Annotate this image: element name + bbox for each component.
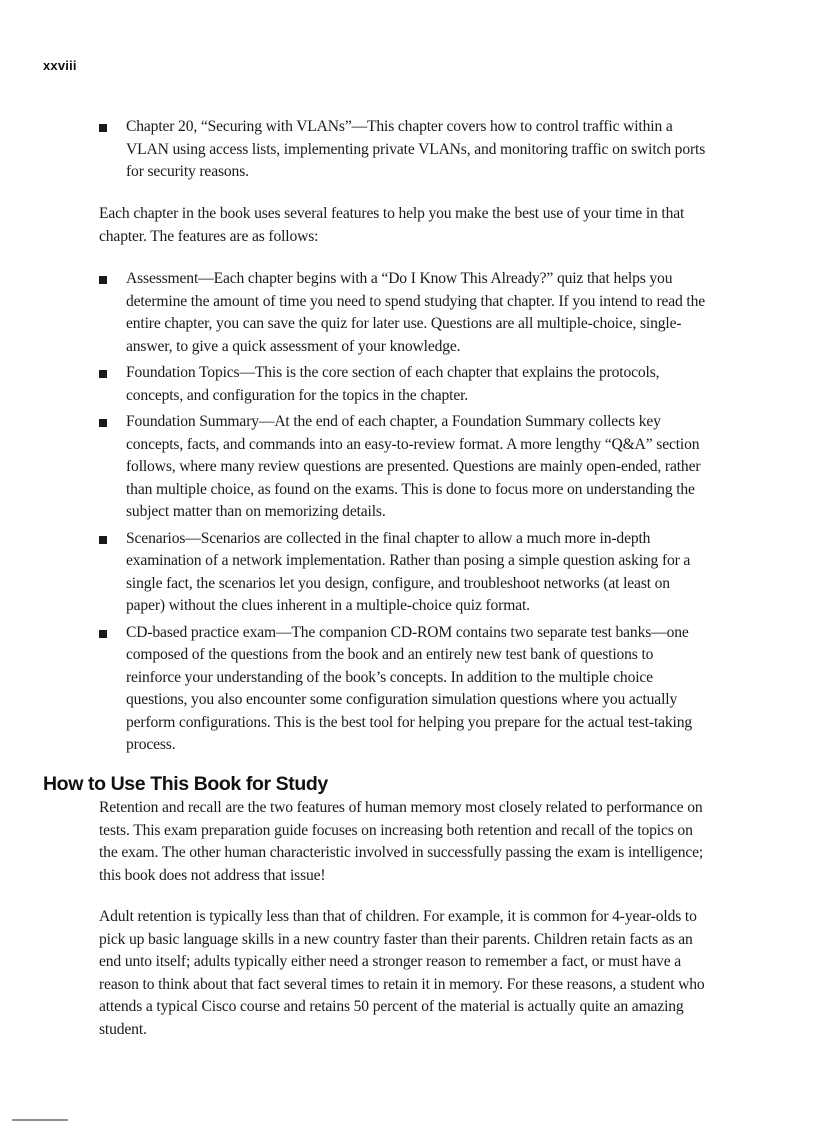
features-list <box>99 268 711 761</box>
list-item-text: CD-based practice exam—The companion CD-ROM contains two separate test banks—one composed of the questions from the book and an entirely new test bank of questions to reinforce your understanding of the book’s concepts. In addition to the multiple choice questions, you also encounter some configuration simulation questions where you actually perform configurations. This is the best tool for helping you prepare for the actual test-taking process. <box>126 623 693 753</box>
chapter-list <box>99 116 711 188</box>
square-bullet-icon <box>99 630 107 638</box>
study-paragraph-adult-retention: Adult retention is typically less than that of children. For example, it is common for 4-year-olds to pick up basic language skills in a new country faster than their parents. Children retain facts as an end unto itself; adults typically either need a stronger reason to remember a fact, or must have a reason to think about that fact several times to retain it in memory. For these reasons, a student who attends a typical Cisco course and retains 50 percent of the material is actually quite an amazing student. <box>99 908 705 1038</box>
footer-rule <box>12 1119 68 1121</box>
page-number: xxviii <box>43 58 77 73</box>
study-paragraph-retention: Retention and recall are the two features of human memory most closely related to performance on tests. This exam preparation guide focuses on increasing both retention and recall of the topics on the exam. The other human characteristic involved in successfully passing the exam is intelligence; this book does not address that issue! <box>99 799 704 884</box>
list-item-text: Foundation Summary—At the end of each chapter, a Foundation Summary collects key concepts, facts, and commands into an easy-to-review format. A more lengthy “Q&A” section follows, where many review questions are presented. Questions are mainly open-ended, rather than multiple choice, as found on the exams. This is done to focus more on understanding the subject matter than on memorizing details. <box>126 413 701 520</box>
list-item-text: Foundation Topics—This is the core section of each chapter that explains the protocols, concepts, and configuration for the topics in the chapter. <box>126 364 660 404</box>
square-bullet-icon <box>99 276 107 284</box>
square-bullet-icon <box>99 124 107 132</box>
list-item-text: Chapter 20, “Securing with VLANs”—This chapter covers how to control traffic within a VLAN using access lists, implementing private VLANs, and monitoring traffic on switch ports for security reasons. <box>126 118 706 180</box>
list-item-assessment <box>99 268 711 358</box>
square-bullet-icon <box>99 419 107 427</box>
list-item-foundation-topics <box>99 362 711 407</box>
square-bullet-icon <box>99 536 107 544</box>
list-item <box>99 116 711 184</box>
list-item-scenarios <box>99 528 711 618</box>
features-intro-paragraph: Each chapter in the book uses several features to help you make the best use of your time in that chapter. The features are as follows: <box>99 205 685 245</box>
square-bullet-icon <box>99 370 107 378</box>
list-item-foundation-summary <box>99 411 711 524</box>
list-item-cd-practice-exam <box>99 622 711 757</box>
list-item-text: Scenarios—Scenarios are collected in the final chapter to allow a much more in-depth examination of a network implementation. Rather than posing a simple question asking for a single fact, the scenarios let you design, configure, and troubleshoot networks (at least on paper) without the clues inherent in a multiple-choice quiz format. <box>126 529 691 614</box>
list-item-text: Assessment—Each chapter begins with a “Do I Know This Already?” quiz that helps you determine the amount of time you need to spend studying that chapter. If you intend to read the entire chapter, you can save the quiz for later use. Questions are all multiple-choice, single-answer, to give a quick assessment of your knowledge. <box>126 270 706 355</box>
section-heading: How to Use This Book for Study <box>43 773 328 795</box>
